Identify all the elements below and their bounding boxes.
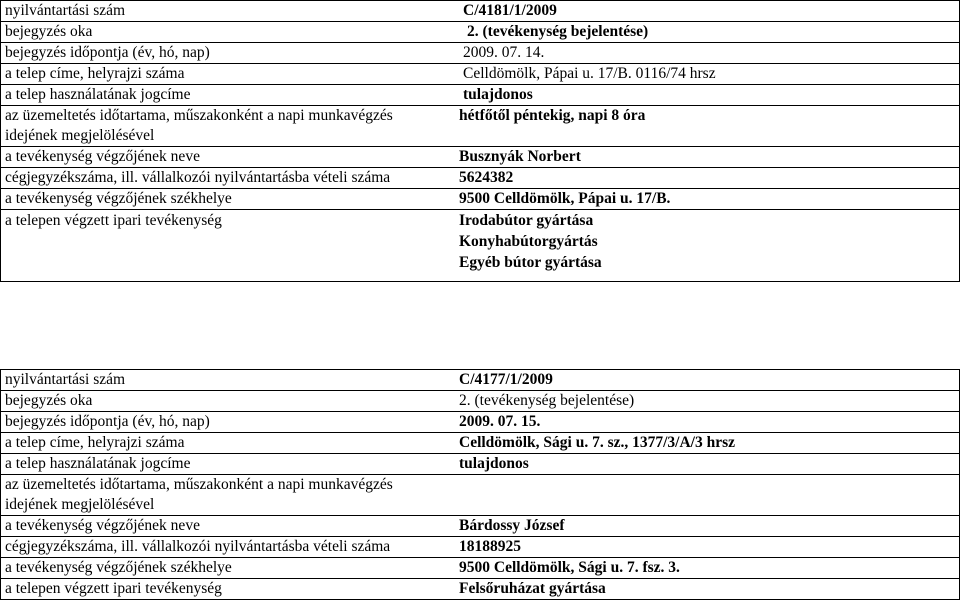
record-row <box>1 516 960 537</box>
record-row <box>1 43 960 64</box>
field-label: a telepen végzett ipari tevékenység <box>1 579 446 600</box>
field-value: 5624382 <box>445 168 960 189</box>
field-value: 2. (tevékenység bejelentése) <box>445 391 960 412</box>
field-label: a tevékenység végzőjének székhelye <box>1 558 446 579</box>
record-row <box>1 1 960 22</box>
record-row <box>1 391 960 412</box>
record-row <box>1 22 960 43</box>
field-value: 2009. 07. 14. <box>445 43 960 64</box>
record-row <box>1 370 960 391</box>
field-label: bejegyzés oka <box>1 22 446 43</box>
field-label: a tevékenység végzőjének neve <box>1 147 446 168</box>
record-row <box>1 85 960 106</box>
field-value: 2. (tevékenység bejelentése) <box>445 22 960 43</box>
activity-line: Irodabútor gyártása <box>459 212 594 229</box>
field-label: az üzemeltetés időtartama, műszakonként a napi munkavégzés idejének megjelölésével <box>1 475 446 516</box>
field-value: 9500 Celldömölk, Sági u. 7. fsz. 3. <box>445 558 960 579</box>
field-value: 9500 Celldömölk, Pápai u. 17/B. <box>445 189 960 210</box>
field-value: tulajdonos <box>445 85 960 106</box>
field-value: hétfőtől péntekig, napi 8 óra <box>445 106 960 147</box>
field-label: a telep címe, helyrajzi száma <box>1 433 446 454</box>
record-row <box>1 537 960 558</box>
activity-line: Konyhabútorgyártás <box>459 233 598 250</box>
record-row <box>1 210 960 282</box>
field-value: Felsőruházat gyártása <box>445 579 960 600</box>
field-label: cégjegyzékszáma, ill. vállalkozói nyilvántartásba vételi száma <box>1 168 446 189</box>
field-label: cégjegyzékszáma, ill. vállalkozói nyilvántartásba vételi száma <box>1 537 446 558</box>
field-value: 18188925 <box>445 537 960 558</box>
field-label: a tevékenység végzőjének neve <box>1 516 446 537</box>
field-value: Celldömölk, Pápai u. 17/B. 0116/74 hrsz <box>445 64 960 85</box>
field-value: Celldömölk, Sági u. 7. sz., 1377/3/A/3 hrsz <box>445 433 960 454</box>
record-row <box>1 475 960 516</box>
activity-line: Egyéb bútor gyártása <box>459 254 602 271</box>
record-row <box>1 168 960 189</box>
record-row <box>1 579 960 600</box>
registry-record-2 <box>0 369 960 600</box>
field-value: C/4181/1/2009 <box>445 1 960 22</box>
field-value <box>445 210 960 282</box>
record-row <box>1 433 960 454</box>
record-row <box>1 147 960 168</box>
field-label: az üzemeltetés időtartama, műszakonként a napi munkavégzés idejének megjelölésével <box>1 106 446 147</box>
record-2-rows <box>1 370 960 600</box>
field-label: a tevékenység végzőjének székhelye <box>1 189 446 210</box>
field-label: bejegyzés oka <box>1 391 446 412</box>
record-row <box>1 412 960 433</box>
field-label: bejegyzés időpontja (év, hó, nap) <box>1 412 446 433</box>
registry-record-1 <box>0 0 960 282</box>
field-label: a telep használatának jogcíme <box>1 454 446 475</box>
field-value <box>445 475 960 516</box>
record-1-rows <box>1 1 960 282</box>
record-row <box>1 106 960 147</box>
field-label: nyilvántartási szám <box>1 1 446 22</box>
record-row <box>1 64 960 85</box>
field-value: 2009. 07. 15. <box>445 412 960 433</box>
field-value: Bárdossy József <box>445 516 960 537</box>
field-label: a telep címe, helyrajzi száma <box>1 64 446 85</box>
field-label: a telep használatának jogcíme <box>1 85 446 106</box>
field-label: a telepen végzett ipari tevékenység <box>1 210 446 282</box>
record-row <box>1 454 960 475</box>
field-value: C/4177/1/2009 <box>445 370 960 391</box>
field-value: Busznyák Norbert <box>445 147 960 168</box>
record-row <box>1 558 960 579</box>
record-row <box>1 189 960 210</box>
field-label: bejegyzés időpontja (év, hó, nap) <box>1 43 446 64</box>
field-value: tulajdonos <box>445 454 960 475</box>
field-label: nyilvántartási szám <box>1 370 446 391</box>
